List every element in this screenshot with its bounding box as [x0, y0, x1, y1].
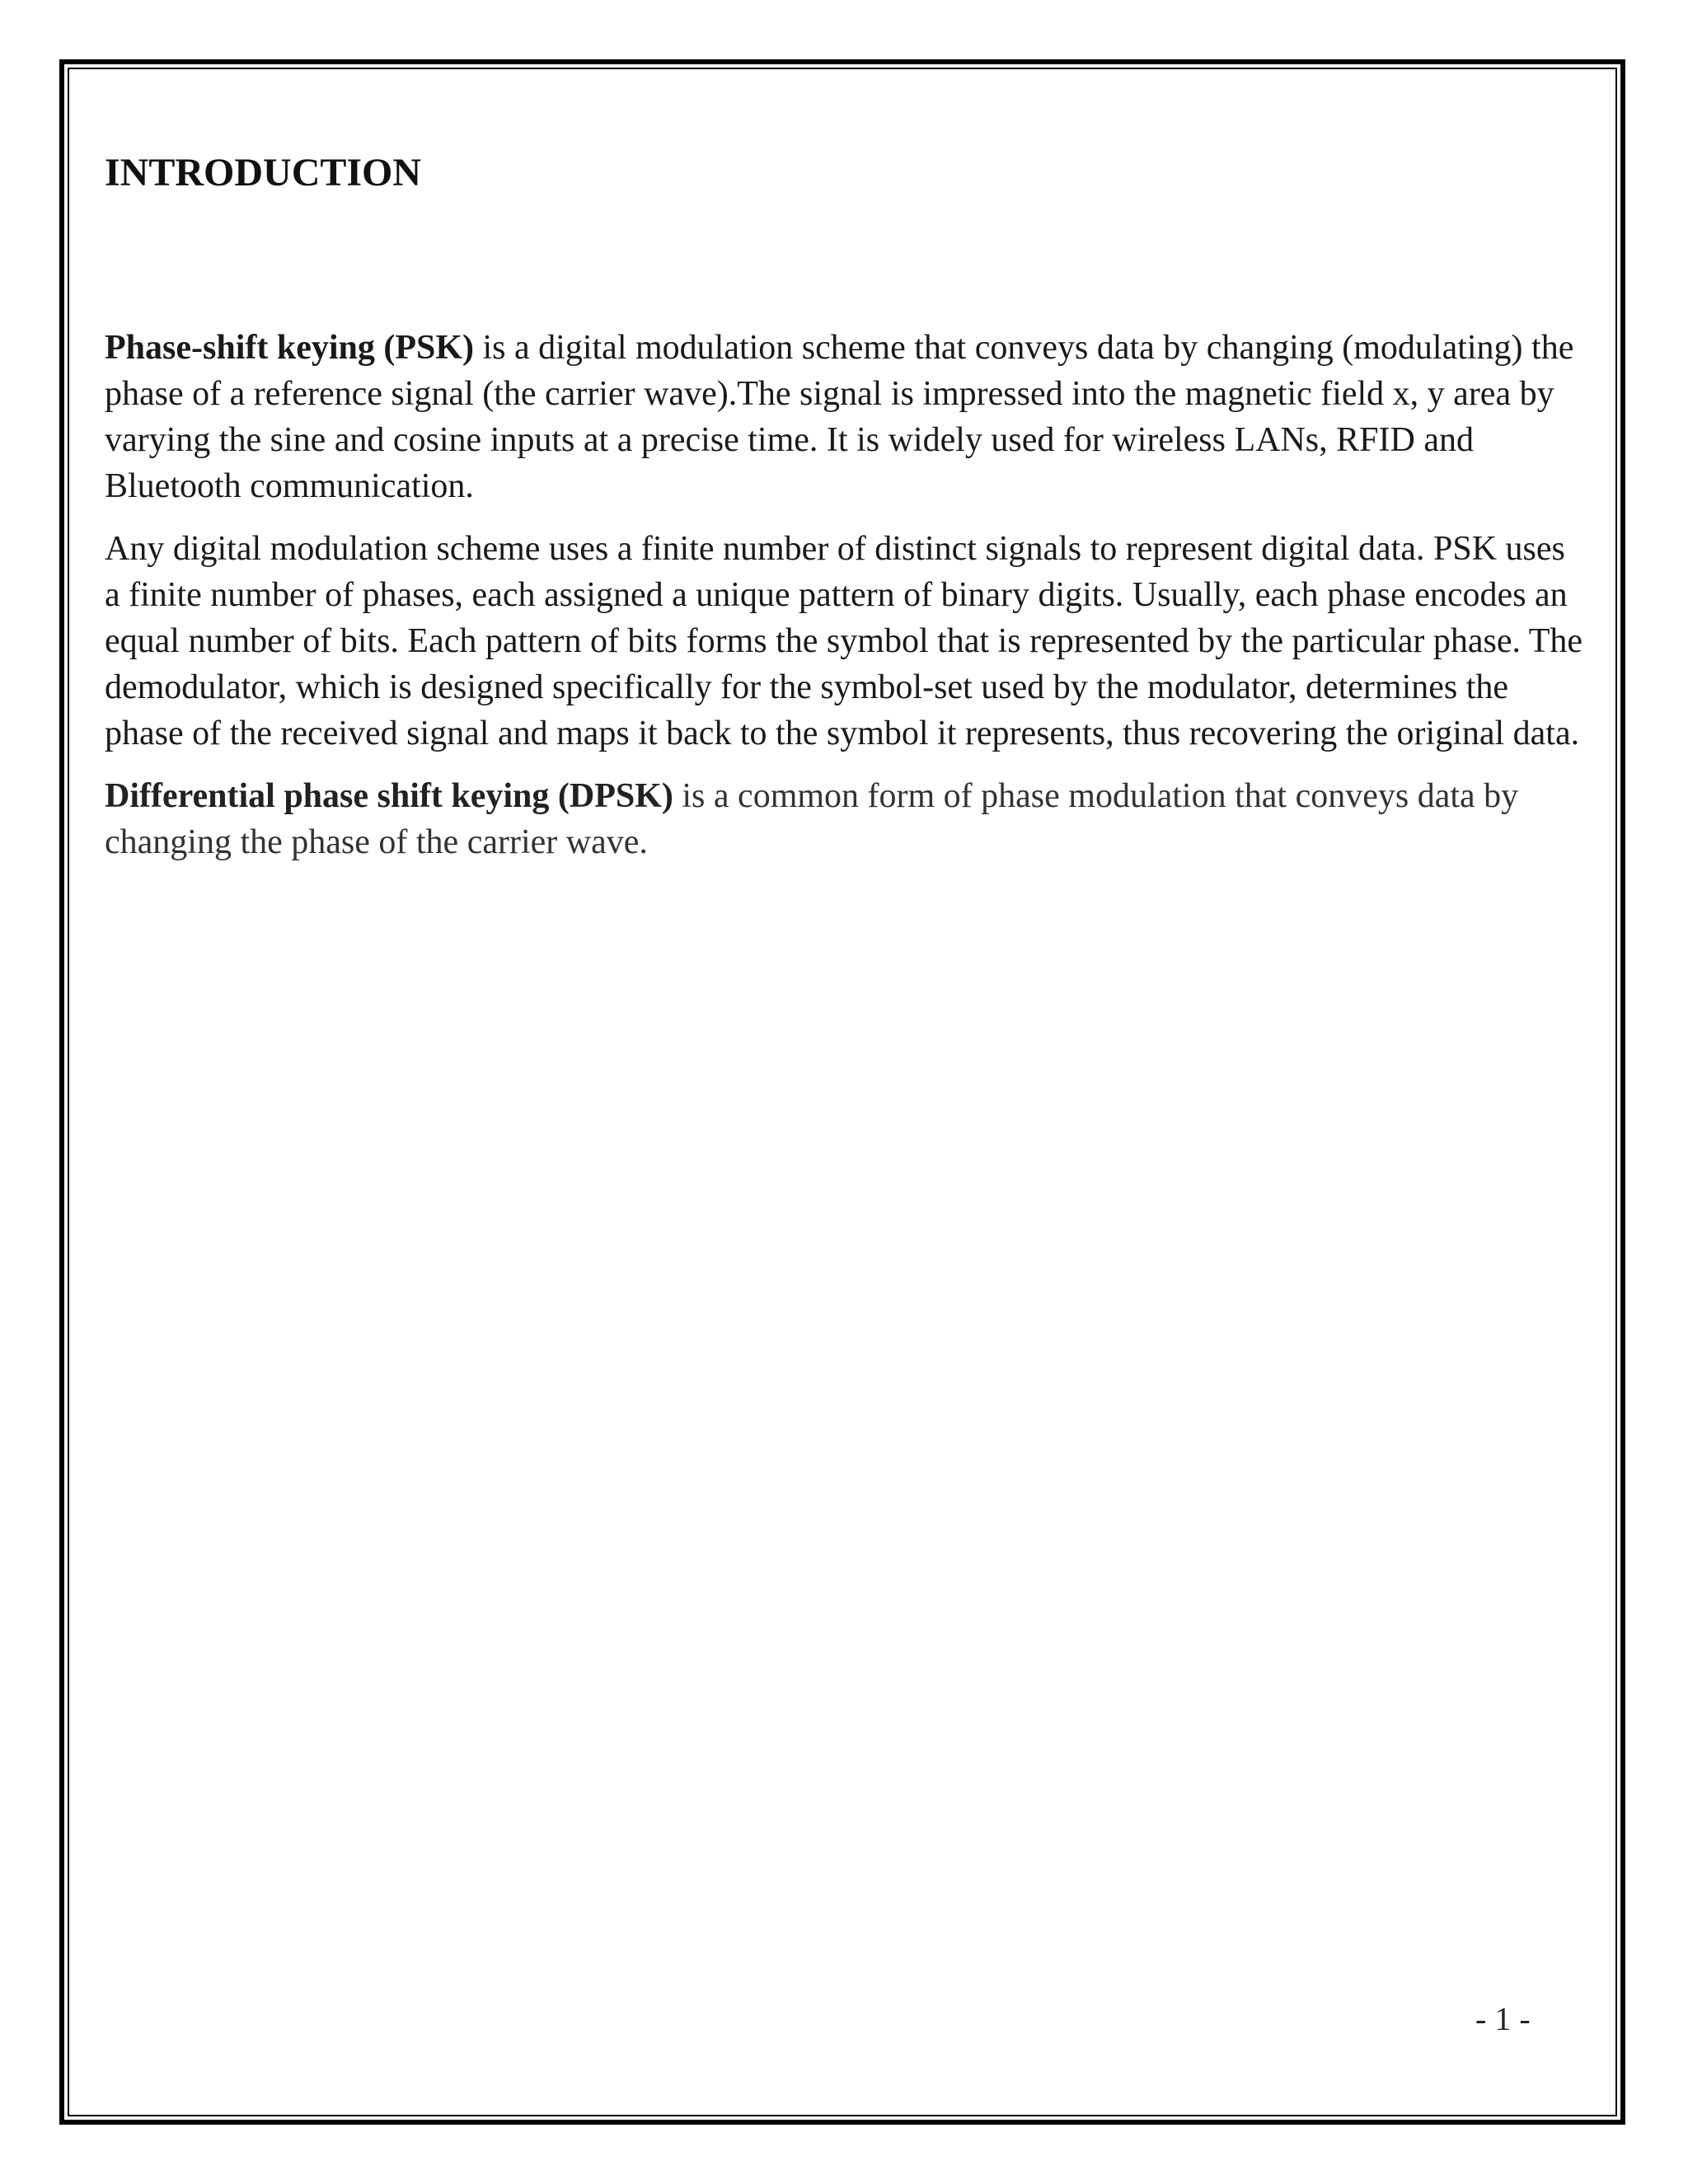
- paragraph-dpsk-text: is a common form of phase modulation that conveys data by changing the phase of the carrier wave.: [105, 777, 1519, 861]
- paragraph-psk: [105, 325, 1588, 509]
- paragraph-digital-modulation: [105, 526, 1588, 757]
- paragraph-dpsk: [105, 773, 1588, 865]
- term-dpsk: Differential phase shift keying (DPSK): [105, 777, 673, 815]
- page-title: INTRODUCTION: [105, 151, 422, 194]
- page-content: [105, 148, 1588, 865]
- page-number: - 1 -: [1475, 2000, 1531, 2037]
- term-psk: Phase-shift keying (PSK): [105, 329, 475, 367]
- paragraph-psk-text: is a digital modulation scheme that conveys data by changing (modulating) the phase of a reference signal (the carrier wave).The signal is impressed into the magnetic field x, y area by varying the sine and cosine inputs at a precise time. It is widely used for wireless LANs, RFID and Bluetooth communication.: [105, 329, 1574, 505]
- paragraph-digital-modulation-text: Any digital modulation scheme uses a finite number of distinct signals to represent digital data. PSK uses a finite number of phases, each assigned a unique pattern of binary digits. Usually, each phase encodes an equal number of bits. Each pattern of bits forms the symbol that is represented by the particular phase. The demodulator, which is designed specifically for the symbol-set used by the modulator, determines the phase of the received signal and maps it back to the symbol it represents, thus recovering the original data.: [105, 530, 1583, 752]
